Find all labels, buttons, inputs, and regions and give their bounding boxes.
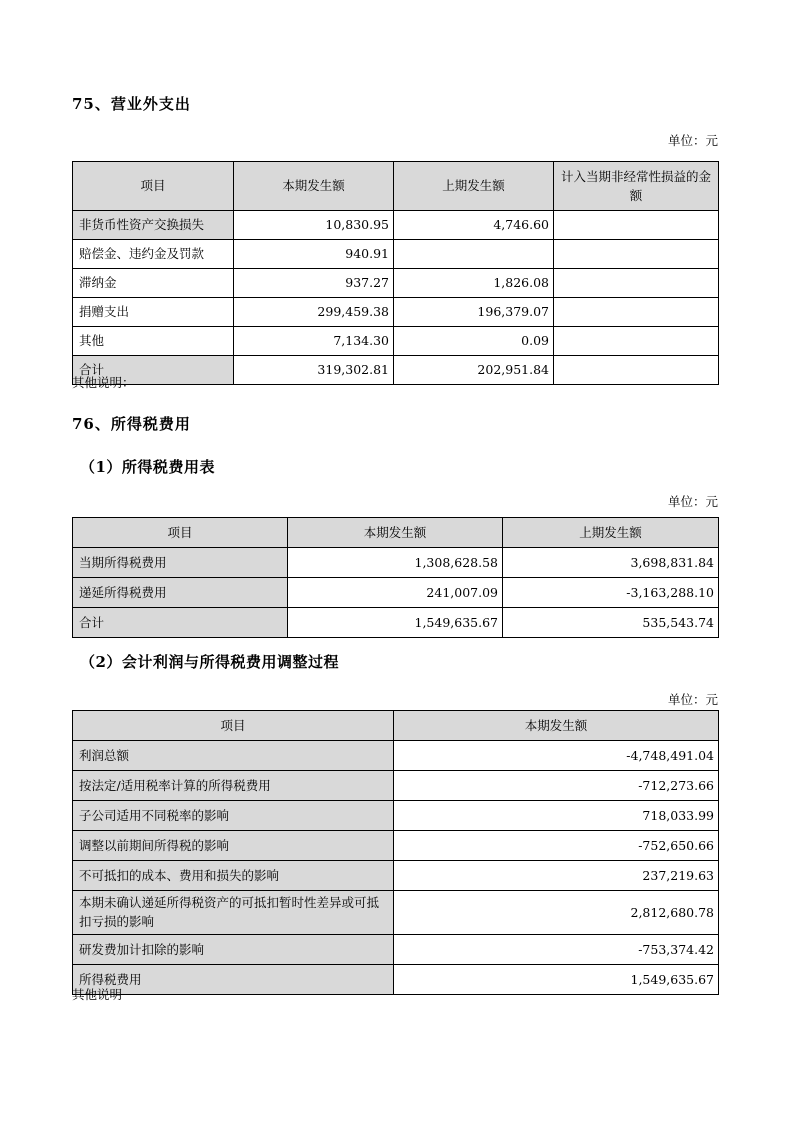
- value-cell: 718,033.99: [394, 801, 719, 831]
- value-cell: 1,549,635.67: [288, 608, 503, 638]
- value-cell: -3,163,288.10: [503, 578, 719, 608]
- section-75-title: 75、营业外支出: [72, 95, 191, 113]
- row-label-cell: 研发费加计扣除的影响: [73, 934, 394, 964]
- table-row: [73, 211, 719, 240]
- value-cell: -712,273.66: [394, 771, 719, 801]
- row-label-cell: 非货币性资产交换损失: [73, 211, 234, 240]
- column-header: 项目: [73, 518, 288, 548]
- row-label-cell: 按法定/适用税率计算的所得税费用: [73, 771, 394, 801]
- table-header-row: [73, 711, 719, 741]
- value-cell: 1,308,628.58: [288, 548, 503, 578]
- value-cell: [394, 240, 554, 269]
- value-cell: 237,219.63: [394, 861, 719, 891]
- value-cell: 319,302.81: [234, 356, 394, 385]
- tax-reconciliation-table: [72, 710, 719, 995]
- column-header: 项目: [73, 711, 394, 741]
- row-label-cell: 当期所得税费用: [73, 548, 288, 578]
- column-header: 本期发生额: [394, 711, 719, 741]
- table-row: [73, 771, 719, 801]
- value-cell: 0.09: [394, 327, 554, 356]
- value-cell: 10,830.95: [234, 211, 394, 240]
- column-header: 上期发生额: [394, 162, 554, 211]
- value-cell: [554, 211, 719, 240]
- column-header: 本期发生额: [288, 518, 503, 548]
- row-label-cell: 其他: [73, 327, 234, 356]
- value-cell: -752,650.66: [394, 831, 719, 861]
- value-cell: -4,748,491.04: [394, 741, 719, 771]
- table-row: [73, 578, 719, 608]
- subsection-76-1-title: （1）所得税费用表: [80, 458, 215, 476]
- table-row: [73, 548, 719, 578]
- value-cell: [554, 356, 719, 385]
- column-header: 计入当期非经常性损益的金额: [554, 162, 719, 211]
- value-cell: [554, 269, 719, 298]
- unit-label-75: 单位：元: [667, 133, 718, 148]
- table-row: [73, 964, 719, 994]
- table-row: [73, 608, 719, 638]
- table-row: [73, 356, 719, 385]
- value-cell: 202,951.84: [394, 356, 554, 385]
- table-row: [73, 240, 719, 269]
- row-label-cell: 滞纳金: [73, 269, 234, 298]
- value-cell: 3,698,831.84: [503, 548, 719, 578]
- value-cell: 1,549,635.67: [394, 964, 719, 994]
- table-row: [73, 891, 719, 935]
- value-cell: [554, 240, 719, 269]
- other-note-76: 其他说明: [72, 987, 123, 1002]
- value-cell: 299,459.38: [234, 298, 394, 327]
- table-row: [73, 934, 719, 964]
- table-row: [73, 269, 719, 298]
- value-cell: 535,543.74: [503, 608, 719, 638]
- column-header: 本期发生额: [234, 162, 394, 211]
- table-row: [73, 741, 719, 771]
- value-cell: 7,134.30: [234, 327, 394, 356]
- other-note-75: 其他说明：: [72, 375, 135, 390]
- value-cell: -753,374.42: [394, 934, 719, 964]
- row-label-cell: 不可抵扣的成本、费用和损失的影响: [73, 861, 394, 891]
- value-cell: 241,007.09: [288, 578, 503, 608]
- income-tax-expense-table: [72, 517, 719, 638]
- subsection-76-2-title: （2）会计利润与所得税费用调整过程: [80, 653, 339, 671]
- row-label-cell: 利润总额: [73, 741, 394, 771]
- row-label-cell: 合计: [73, 608, 288, 638]
- value-cell: 4,746.60: [394, 211, 554, 240]
- row-label-cell: 捐赠支出: [73, 298, 234, 327]
- value-cell: 1,826.08: [394, 269, 554, 298]
- value-cell: 940.91: [234, 240, 394, 269]
- table-row: [73, 861, 719, 891]
- table-row: [73, 801, 719, 831]
- unit-label-76-2: 单位：元: [667, 692, 718, 707]
- column-header: 上期发生额: [503, 518, 719, 548]
- row-label-cell: 本期未确认递延所得税资产的可抵扣暂时性差异或可抵扣亏损的影响: [73, 891, 394, 935]
- table-row: [73, 831, 719, 861]
- row-label-cell: 所得税费用: [73, 964, 394, 994]
- value-cell: 2,812,680.78: [394, 891, 719, 935]
- table-header-row: [73, 162, 719, 211]
- non-operating-expenses-table: [72, 161, 719, 385]
- unit-label-76-1: 单位：元: [667, 494, 718, 509]
- row-label-cell: 合计: [73, 356, 234, 385]
- value-cell: [554, 298, 719, 327]
- row-label-cell: 递延所得税费用: [73, 578, 288, 608]
- table-header-row: [73, 518, 719, 548]
- column-header: 项目: [73, 162, 234, 211]
- section-76-title: 76、所得税费用: [72, 415, 191, 433]
- value-cell: 196,379.07: [394, 298, 554, 327]
- row-label-cell: 赔偿金、违约金及罚款: [73, 240, 234, 269]
- row-label-cell: 子公司适用不同税率的影响: [73, 801, 394, 831]
- table-row: [73, 327, 719, 356]
- table-row: [73, 298, 719, 327]
- value-cell: [554, 327, 719, 356]
- value-cell: 937.27: [234, 269, 394, 298]
- row-label-cell: 调整以前期间所得税的影响: [73, 831, 394, 861]
